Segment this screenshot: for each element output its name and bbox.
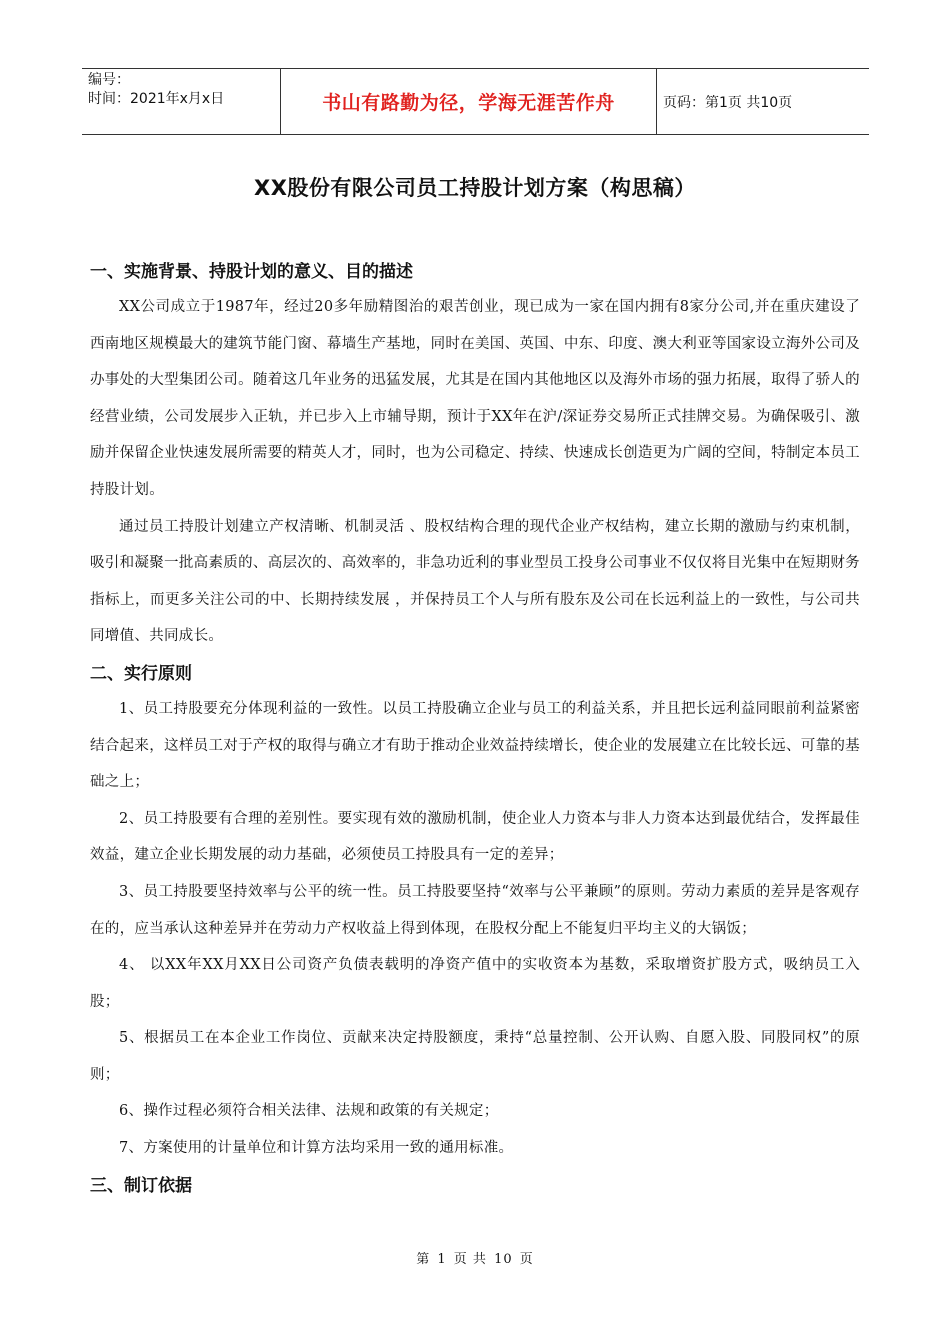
header-page-info: 页码：第1页 共10页	[663, 94, 793, 111]
paragraph: 5、根据员工在本企业工作岗位、贡献来决定持股额度，秉持“总量控制、公开认购、自愿入股、同股同权”的原则；	[90, 1030, 860, 1083]
document-title: XX股份有限公司员工持股计划方案（构思稿）	[254, 176, 696, 200]
document-body	[90, 255, 860, 1203]
section-heading-basis: 三、制订依据	[90, 1175, 192, 1196]
document-number-label: 编号：	[88, 72, 130, 88]
paragraph: 通过员工持股计划建立产权清晰、机制灵活 、股权结构合理的现代企业产权结构，建立长期的激励与约束机制，吸引和凝聚一批高素质的、高层次的、高效率的，非急功近利的事业型员工投身公司事业不仅仅将目光集中在短期财务指标上，而更多关注公司的中、长期持续发展 ，并保持员工个人与所有股东及公司在长远利益上的一致性，与公司共同增值、共同成长。	[90, 518, 860, 645]
document-time-label: 时间：2021年x月x日	[88, 91, 225, 107]
page-footer	[0, 1248, 950, 1267]
paragraph: XX公司成立于1987年，经过20多年励精图治的艰苦创业，现已成为一家在国内拥有8家分公司,并在重庆建设了西南地区规模最大的建筑节能门窗、幕墙生产基地，同时在美国、英国、中东、印度、澳大利亚等国家设立海外公司及办事处的大型集团公司。随着这几年业务的迅猛发展，尤其是在国内其他地区以及海外市场的强力拓展，取得了骄人的经营业绩，公司发展步入正轨，并已步入上市辅导期，预计于XX年在沪/深证券交易所正式挂牌交易。为确保吸引、激励并保留企业快速发展所需要的精英人才，同时，也为公司稳定、持续、快速成长创造更为广阔的空间，特制定本员工持股计划。	[90, 299, 860, 498]
header-meta-cell	[82, 69, 281, 134]
paragraph: 2、员工持股要有合理的差别性。要实现有效的激励机制，使企业人力资本与非人力资本达到最优结合，发挥最佳效益，建立企业长期发展的动力基础，必须使员工持股具有一定的差异；	[90, 810, 860, 864]
paragraph: 6、操作过程必须符合相关法律、法规和政策的有关规定；	[119, 1103, 499, 1120]
section-heading-background: 一、实施背景、持股计划的意义、目的描述	[90, 262, 413, 282]
footer-page-total: 10	[494, 1252, 513, 1267]
header-table	[82, 68, 869, 135]
section-heading-principles: 二、实行原则	[90, 663, 192, 684]
paragraph: 3、员工持股要坚持效率与公平的统一性。员工持股要坚持“效率与公平兼顾”的原则。劳动力素质的差异是客观存在的，应当承认这种差异并在劳动力产权收益上得到体现，在股权分配上不能复归平均主义的大锅饭；	[90, 883, 860, 937]
header-motto: 书山有路勤为径，学海无涯苦作舟	[281, 69, 657, 134]
footer-page-mid: 页 共	[453, 1252, 487, 1267]
paragraph: 7、方案使用的计量单位和计算方法均采用一致的通用标准。	[119, 1140, 514, 1157]
footer-page-suffix: 页	[519, 1252, 534, 1267]
paragraph: 1、员工持股要充分体现利益的一致性。以员工持股确立企业与员工的利益关系，并且把长远利益同眼前利益紧密结合起来，这样员工对于产权的取得与确立才有助于推动企业效益持续增长，使企业的发展建立在比较长远、可靠的基础之上；	[90, 700, 860, 791]
footer-page-number: 1	[437, 1252, 447, 1267]
footer-page-prefix: 第	[416, 1252, 431, 1267]
paragraph: 4、 以XX年XX月XX日公司资产负债表载明的净资产值中的实收资本为基数，采取增资扩股方式，吸纳员工入股；	[90, 957, 860, 1010]
